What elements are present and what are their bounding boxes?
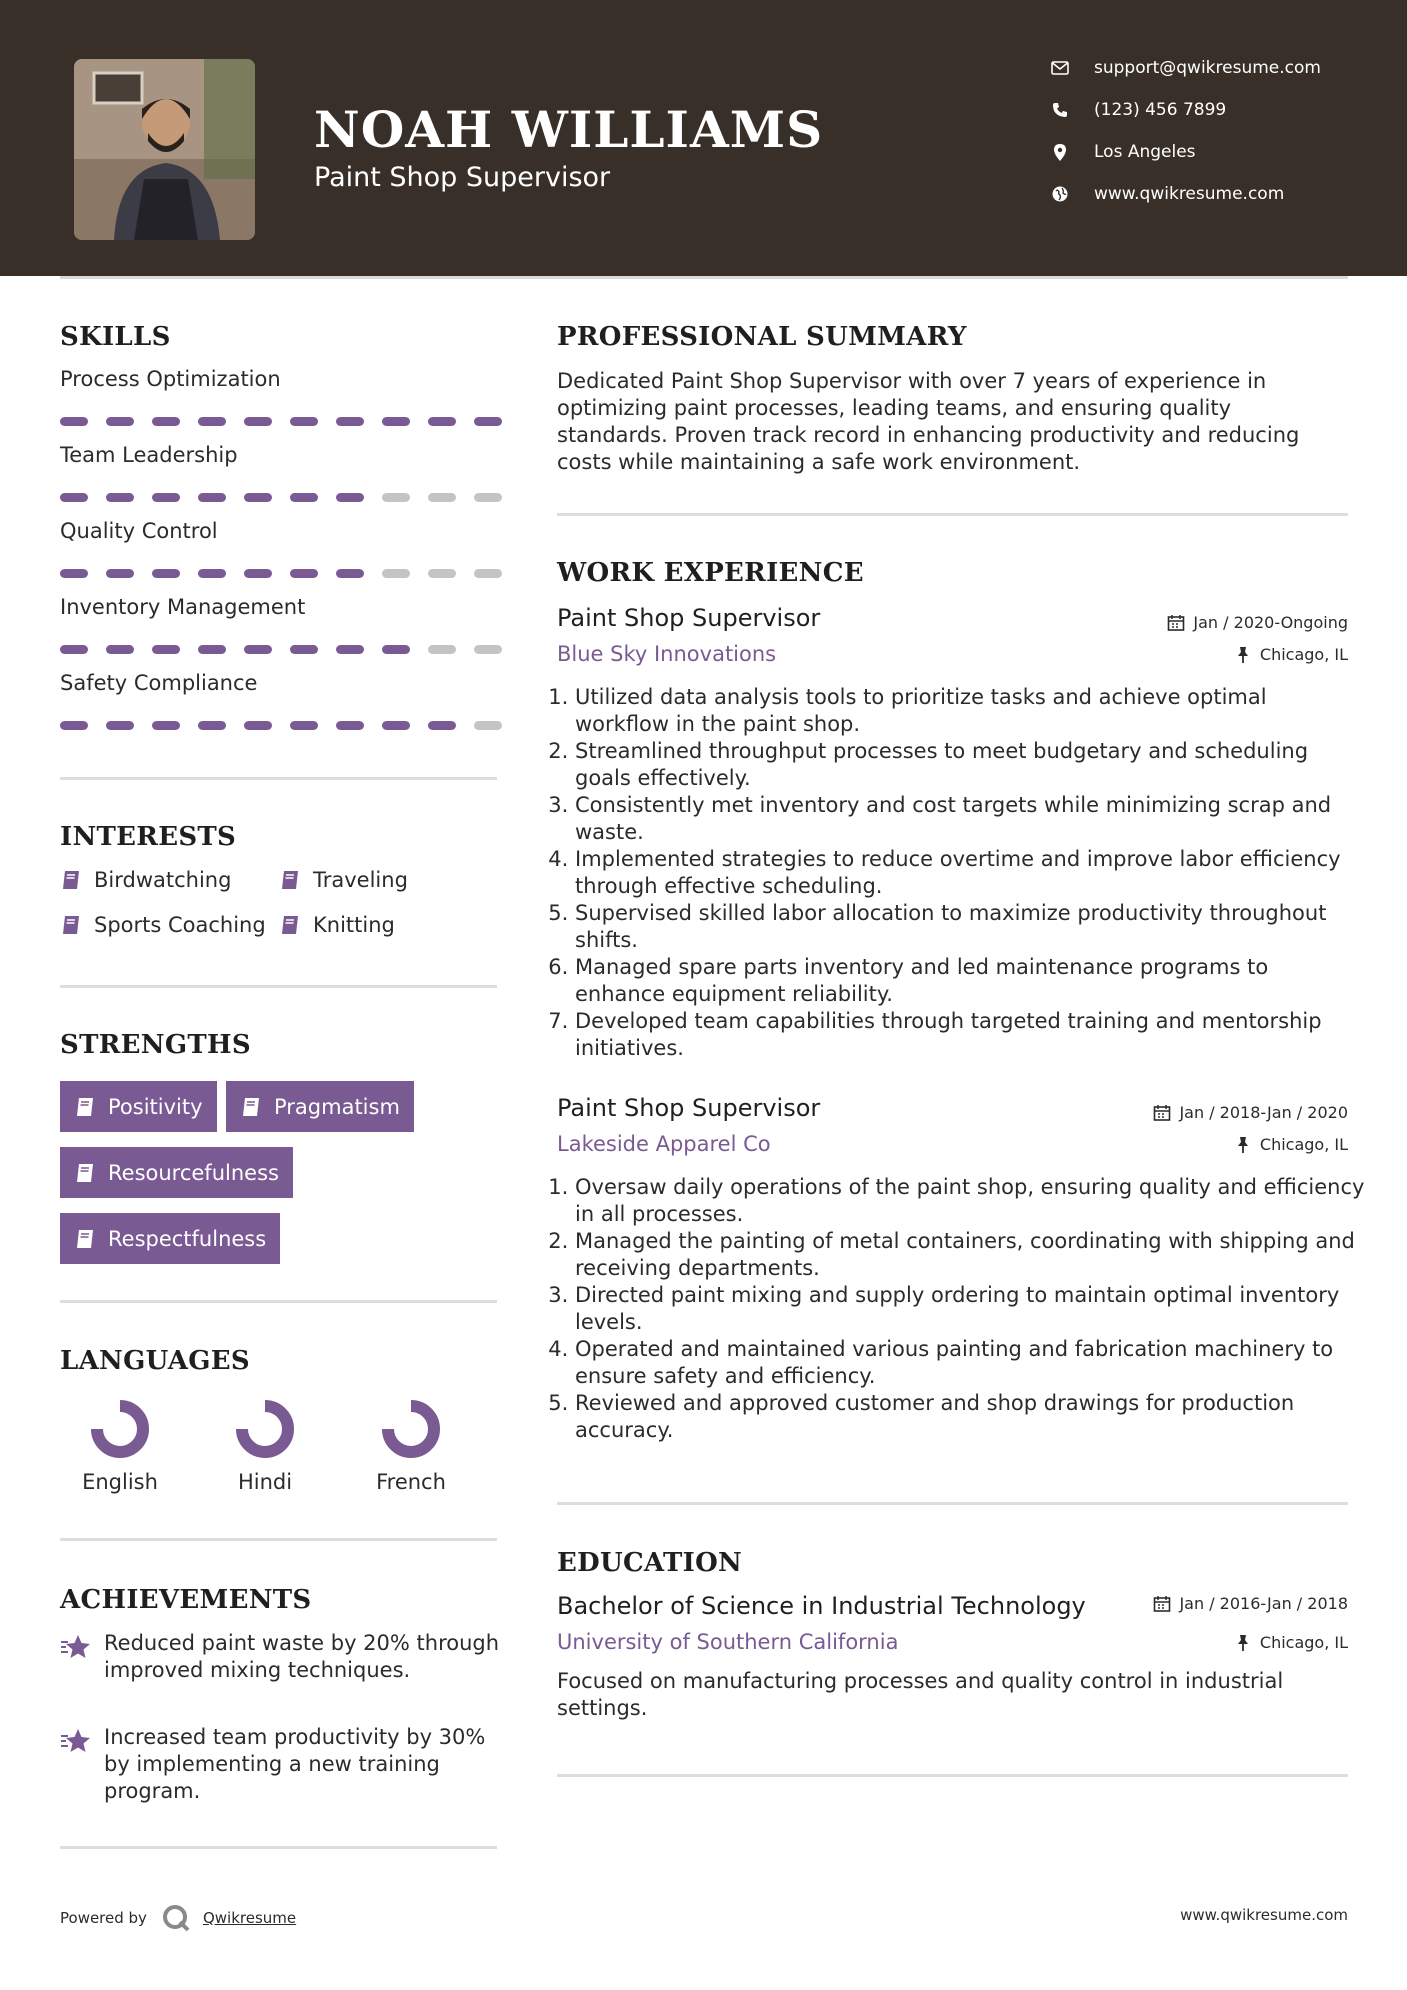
book-icon: [279, 869, 301, 891]
qwikresume-logo-icon: [161, 1903, 191, 1933]
job-company: Lakeside Apparel Co: [557, 1132, 771, 1156]
education-location: [1234, 1633, 1348, 1652]
strength-label: Respectfulness: [108, 1226, 267, 1251]
skill-dash-filled: [336, 493, 364, 502]
profile-photo: [74, 59, 255, 240]
star-icon: [60, 1726, 92, 1758]
skill-name: Process Optimization: [60, 367, 281, 391]
pushpin-icon: [1234, 1634, 1252, 1652]
education-description: Focused on manufacturing processes and quality control in industrial settings.: [557, 1669, 1284, 1720]
candidate-title: Paint Shop Supervisor: [314, 162, 611, 193]
skill-dash-filled: [198, 569, 226, 578]
skill-dash-filled: [244, 721, 272, 730]
strength-tag: [226, 1081, 414, 1132]
skill-level-meter: [60, 417, 502, 426]
envelope-icon: [1050, 58, 1070, 78]
skill-dash-filled: [428, 417, 456, 426]
skill-dash-filled: [290, 721, 318, 730]
job-dates: [1153, 1103, 1348, 1122]
interest-label: Knitting: [313, 913, 395, 937]
skill-dash-empty: [428, 493, 456, 502]
language-label: Hindi: [237, 1470, 293, 1494]
job-bullet: 2. Streamlined throughput processes to meet budgetary and scheduling goals effectively.: [575, 738, 1365, 792]
skill-dash-filled: [60, 417, 88, 426]
contact-website[interactable]: [1050, 184, 1284, 204]
skill-dash-empty: [382, 569, 410, 578]
skill-level-meter: [60, 721, 502, 730]
education-heading: EDUCATION: [557, 1548, 743, 1578]
achievements-heading: ACHIEVEMENTS: [60, 1585, 312, 1615]
qwikresume-link[interactable]: Qwikresume: [202, 1909, 297, 1927]
calendar-icon: [1167, 614, 1185, 632]
skill-name: Team Leadership: [60, 443, 238, 467]
school-name: University of Southern California: [557, 1630, 899, 1654]
strength-tag: [60, 1213, 280, 1264]
skill-dash-filled: [382, 645, 410, 654]
skill-dash-filled: [244, 645, 272, 654]
skill-dash-empty: [474, 721, 502, 730]
skill-dash-filled: [60, 721, 88, 730]
interests-heading: INTERESTS: [60, 822, 237, 852]
strength-label: Resourcefulness: [108, 1160, 279, 1185]
languages-heading: LANGUAGES: [60, 1346, 250, 1376]
footer-powered-by: [60, 1903, 296, 1933]
book-icon: [60, 869, 82, 891]
skill-dash-filled: [106, 493, 134, 502]
skill-dash-filled: [244, 569, 272, 578]
section-divider: [60, 1846, 497, 1849]
strengths-heading: STRENGTHS: [60, 1030, 251, 1060]
map-pin-icon: [1050, 142, 1070, 162]
interest-label: Traveling: [313, 868, 408, 892]
job-bullet: 2. Managed the painting of metal containers, coordinating with shipping and receiving departments.: [575, 1228, 1365, 1282]
degree-title: Bachelor of Science in Industrial Technology: [557, 1592, 1086, 1620]
experience-heading: WORK EXPERIENCE: [557, 558, 864, 588]
contact-phone-text: (123) 456 7899: [1094, 100, 1227, 120]
skill-dash-filled: [290, 417, 318, 426]
job-dates-text: Jan / 2020-Ongoing: [1193, 613, 1348, 632]
skill-dash-filled: [428, 721, 456, 730]
achievement-item: [60, 1724, 500, 1805]
skill-dash-filled: [152, 721, 180, 730]
book-icon: [279, 914, 301, 936]
section-divider: [557, 513, 1348, 516]
skill-dash-filled: [336, 569, 364, 578]
skills-heading: SKILLS: [60, 322, 171, 352]
achievement-text: Increased team productivity by 30% by implementing a new training program.: [104, 1725, 486, 1803]
book-icon: [74, 1228, 96, 1250]
book-icon: [60, 914, 82, 936]
interest-label: Sports Coaching: [94, 913, 266, 937]
language-item: [356, 1398, 466, 1494]
skill-dash-filled: [290, 569, 318, 578]
skill-dash-filled: [198, 721, 226, 730]
footer-url[interactable]: www.qwikresume.com: [1180, 1906, 1348, 1924]
summary-heading: PROFESSIONAL SUMMARY: [557, 322, 967, 352]
skill-level-meter: [60, 569, 502, 578]
contact-website-text: www.qwikresume.com: [1094, 184, 1285, 204]
interest-item: [279, 913, 395, 937]
skill-dash-empty: [382, 493, 410, 502]
skill-dash-filled: [152, 569, 180, 578]
interest-item: [60, 913, 266, 937]
skill-dash-empty: [428, 645, 456, 654]
skill-dash-filled: [336, 417, 364, 426]
skill-dash-filled: [152, 417, 180, 426]
book-icon: [74, 1162, 96, 1184]
language-level-ring: [234, 1398, 296, 1460]
candidate-name: NOAH WILLIAMS: [314, 100, 824, 159]
job-bullet: 1. Utilized data analysis tools to prioritize tasks and achieve optimal workflow in the paint shop.: [575, 684, 1365, 738]
skill-dash-filled: [474, 417, 502, 426]
skill-dash-empty: [428, 569, 456, 578]
achievement-text: Reduced paint waste by 20% through improved mixing techniques.: [104, 1631, 500, 1682]
language-level-ring: [89, 1398, 151, 1460]
skill-dash-empty: [474, 645, 502, 654]
job-bullet: 3. Consistently met inventory and cost targets while minimizing scrap and waste.: [575, 792, 1365, 846]
strength-tag: [60, 1147, 293, 1198]
job-bullet: 7. Developed team capabilities through targeted training and mentorship initiatives.: [575, 1008, 1365, 1062]
skill-dash-filled: [336, 645, 364, 654]
education-dates: [1153, 1594, 1348, 1613]
globe-icon: [1050, 184, 1070, 204]
powered-by-label: Powered by: [60, 1909, 147, 1927]
skill-dash-filled: [382, 721, 410, 730]
calendar-icon: [1153, 1104, 1171, 1122]
section-divider: [557, 1774, 1348, 1777]
skill-dash-filled: [290, 493, 318, 502]
job-company: Blue Sky Innovations: [557, 642, 777, 666]
skill-dash-empty: [474, 569, 502, 578]
pushpin-icon: [1234, 1136, 1252, 1154]
language-level-ring: [380, 1398, 442, 1460]
strength-label: Pragmatism: [274, 1094, 400, 1119]
skill-dash-filled: [198, 417, 226, 426]
skill-dash-filled: [244, 417, 272, 426]
language-label: English: [82, 1470, 158, 1494]
contact-location: [1050, 142, 1196, 162]
job-bullet: 5. Supervised skilled labor allocation to maximize productivity throughout shifts.: [575, 900, 1365, 954]
skill-dash-filled: [60, 493, 88, 502]
skill-dash-filled: [106, 721, 134, 730]
strength-tag: [60, 1081, 217, 1132]
resume-header: [0, 0, 1407, 276]
education-dates-text: Jan / 2016-Jan / 2018: [1179, 1594, 1348, 1613]
section-divider: [60, 1300, 497, 1303]
job-dates: [1167, 613, 1348, 632]
contact-location-text: Los Angeles: [1094, 142, 1196, 162]
job-bullet: 6. Managed spare parts inventory and led maintenance programs to enhance equipment reliability.: [575, 954, 1365, 1008]
job-bullet: 1. Oversaw daily operations of the paint shop, ensuring quality and efficiency in all processes.: [575, 1174, 1365, 1228]
skill-level-meter: [60, 645, 502, 654]
skill-name: Safety Compliance: [60, 671, 258, 695]
header-divider: [60, 276, 1348, 279]
contact-email[interactable]: [1050, 58, 1321, 78]
contact-email-text: support@qwikresume.com: [1094, 58, 1321, 78]
interest-item: [279, 868, 408, 892]
skill-dash-empty: [474, 493, 502, 502]
section-divider: [60, 985, 497, 988]
skill-dash-filled: [152, 645, 180, 654]
job-bullet: 3. Directed paint mixing and supply ordering to maintain optimal inventory levels.: [575, 1282, 1365, 1336]
section-divider: [60, 1538, 497, 1541]
job-bullets: [557, 684, 1365, 1062]
skill-dash-filled: [290, 645, 318, 654]
section-divider: [557, 1502, 1348, 1505]
education-location-text: Chicago, IL: [1259, 1633, 1348, 1652]
pushpin-icon: [1234, 646, 1252, 664]
skill-dash-filled: [60, 569, 88, 578]
job-dates-text: Jan / 2018-Jan / 2020: [1179, 1103, 1348, 1122]
language-label: French: [376, 1470, 446, 1494]
skill-dash-filled: [198, 645, 226, 654]
skill-dash-filled: [106, 645, 134, 654]
job-title: Paint Shop Supervisor: [557, 604, 821, 632]
skill-dash-filled: [244, 493, 272, 502]
interest-item: [60, 868, 231, 892]
job-title: Paint Shop Supervisor: [557, 1094, 821, 1122]
job-bullet: 4. Implemented strategies to reduce overtime and improve labor efficiency through effective scheduling.: [575, 846, 1365, 900]
book-icon: [240, 1096, 262, 1118]
book-icon: [74, 1096, 96, 1118]
job-location: [1234, 1135, 1348, 1154]
star-icon: [60, 1632, 92, 1664]
job-location-text: Chicago, IL: [1259, 1135, 1348, 1154]
strength-label: Positivity: [108, 1094, 203, 1119]
skill-level-meter: [60, 493, 502, 502]
job-bullets: [557, 1174, 1365, 1444]
contact-phone[interactable]: [1050, 100, 1226, 120]
job-location-text: Chicago, IL: [1259, 645, 1348, 664]
skill-dash-filled: [60, 645, 88, 654]
skill-dash-filled: [336, 721, 364, 730]
skill-dash-filled: [152, 493, 180, 502]
interest-label: Birdwatching: [94, 868, 232, 892]
section-divider: [60, 777, 497, 780]
job-bullet: 4. Operated and maintained various painting and fabrication machinery to ensure safety and efficiency.: [575, 1336, 1365, 1390]
language-item: [210, 1398, 320, 1494]
job-bullet: 5. Reviewed and approved customer and shop drawings for production accuracy.: [575, 1390, 1365, 1444]
summary-text: Dedicated Paint Shop Supervisor with over 7 years of experience in optimizing paint processes, leading teams, and ensuring quality standards. Proven track record in enhancing productivity and reducing costs while maintaining a safe work environment.: [557, 369, 1300, 474]
job-location: [1234, 645, 1348, 664]
achievement-item: [60, 1630, 500, 1684]
phone-icon: [1050, 100, 1070, 120]
skill-dash-filled: [198, 493, 226, 502]
calendar-icon: [1153, 1595, 1171, 1613]
skill-name: Quality Control: [60, 519, 218, 543]
skill-dash-filled: [106, 417, 134, 426]
skill-dash-filled: [382, 417, 410, 426]
language-item: [65, 1398, 175, 1494]
skill-dash-filled: [106, 569, 134, 578]
skill-name: Inventory Management: [60, 595, 306, 619]
